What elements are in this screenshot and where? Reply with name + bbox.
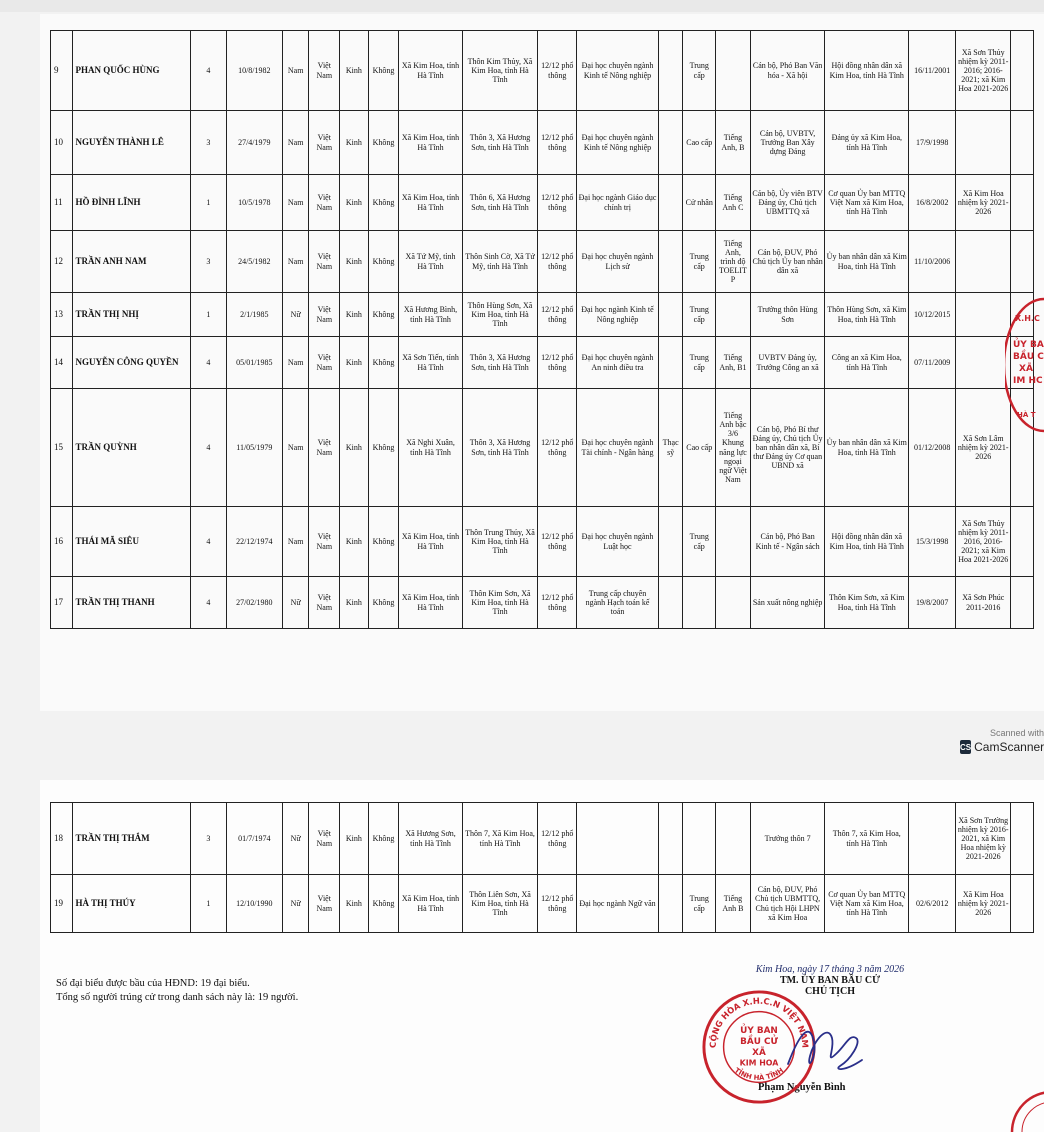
chair-title: CHỦ TỊCH: [804, 986, 856, 997]
svg-text:X.H.C: X.H.C: [1015, 314, 1040, 323]
residence: Thôn 6, Xã Hương Sơn, tỉnh Hà Tĩnh: [462, 175, 538, 231]
table-row: [51, 577, 1034, 629]
date-of-birth: 05/01/1985: [226, 337, 282, 389]
handwritten-signature: [780, 1012, 870, 1082]
unit-number: 1: [190, 293, 226, 337]
religion: Không: [368, 231, 399, 293]
candidate-name: THÁI MÃ SIÊU: [73, 507, 191, 577]
row-number: 15: [51, 389, 73, 507]
ethnicity: Kinh: [340, 507, 369, 577]
candidate-table-page-1: [50, 30, 1034, 629]
political-theory: Trung cấp: [683, 875, 716, 933]
general-education: 12/12 phổ thông: [538, 389, 577, 507]
ethnicity: Kinh: [340, 293, 369, 337]
nationality: Việt Nam: [309, 803, 340, 875]
svg-text:XÃ: XÃ: [752, 1047, 766, 1058]
workplace: Công an xã Kim Hoa, tỉnh Hà Tĩnh: [825, 337, 909, 389]
unit-number: 4: [190, 507, 226, 577]
signing-date: Kim Hoa, ngày 17 tháng 3 năm 2026: [755, 964, 905, 975]
nationality: Việt Nam: [309, 507, 340, 577]
job-position: Trưởng thôn Hùng Sơn: [750, 293, 825, 337]
svg-text:CỘNG HÒA X.H.C.N VIỆT NAM: CỘNG HÒA X.H.C.N VIỆT NAM: [707, 995, 811, 1049]
past-delegate-terms: Xã Sơn Phúc 2011-2016: [956, 577, 1011, 629]
table-row: [51, 803, 1034, 875]
specialty: Đại học chuyên ngành Kinh tế Nông nghiệp: [577, 31, 659, 111]
religion: Không: [368, 31, 399, 111]
table-row: [51, 875, 1034, 933]
workplace: Thôn Kim Sơn, xã Kim Hoa, tỉnh Hà Tĩnh: [825, 577, 909, 629]
unit-number: 1: [190, 175, 226, 231]
hometown: Xã Nghi Xuân, tỉnh Hà Tĩnh: [399, 389, 462, 507]
foreign-language: Tiếng Anh C: [716, 175, 751, 231]
candidate-name: TRẦN QUỲNH: [73, 389, 191, 507]
religion: Không: [368, 577, 399, 629]
job-position: Cán bộ, UVBTV, Trưởng Ban Xây dựng Đảng: [750, 111, 825, 175]
foreign-language: Tiếng Anh bậc 3/6 Khung năng lực ngoại ngữ Việt Nam: [716, 389, 751, 507]
specialty: Đại học chuyên ngành Luật học: [577, 507, 659, 577]
residence: Thôn Kim Sơn, Xã Kim Hoa, tỉnh Hà Tĩnh: [462, 577, 538, 629]
row-number: 10: [51, 111, 73, 175]
foreign-language: Tiếng Anh, B: [716, 111, 751, 175]
past-delegate-terms: [956, 293, 1011, 337]
specialty: [577, 803, 659, 875]
past-delegate-terms: Xã Sơn Thủy nhiệm kỳ 2011-2016, 2016-2021; xã Kim Hoa 2021-2026: [956, 507, 1011, 577]
job-position: Cán bộ, ĐUV, Phó Chủ tịch Ủy ban nhân dân xã: [750, 231, 825, 293]
foreign-language: [716, 507, 751, 577]
party-join-date: 16/11/2001: [909, 31, 956, 111]
academic-degree: [658, 175, 683, 231]
party-join-date: 19/8/2007: [909, 577, 956, 629]
academic-degree: [658, 231, 683, 293]
workplace: Thôn Hùng Sơn, xã Kim Hoa, tỉnh Hà Tĩnh: [825, 293, 909, 337]
svg-text:TỈNH HÀ TĨNH: TỈNH HÀ TĨNH: [732, 1066, 786, 1083]
table-row: [51, 111, 1034, 175]
nationality: Việt Nam: [309, 577, 340, 629]
party-join-date: 16/8/2002: [909, 175, 956, 231]
foreign-language: [716, 803, 751, 875]
political-theory: Trung cấp: [683, 337, 716, 389]
general-education: 12/12 phổ thông: [538, 231, 577, 293]
party-join-date: 10/12/2015: [909, 293, 956, 337]
religion: Không: [368, 293, 399, 337]
political-theory: Cao cấp: [683, 111, 716, 175]
workplace: Cơ quan Ủy ban MTTQ Việt Nam xã Kim Hoa, tỉnh Hà Tĩnh: [825, 175, 909, 231]
religion: Không: [368, 337, 399, 389]
general-education: 12/12 phổ thông: [538, 875, 577, 933]
svg-text:BẦU C: BẦU C: [1013, 352, 1044, 362]
workplace: Ủy ban nhân dân xã Kim Hoa, tỉnh Hà Tĩnh: [825, 389, 909, 507]
nationality: Việt Nam: [309, 111, 340, 175]
academic-degree: [658, 111, 683, 175]
religion: Không: [368, 875, 399, 933]
nationality: Việt Nam: [309, 31, 340, 111]
gender: Nam: [282, 337, 309, 389]
row-number: 13: [51, 293, 73, 337]
unit-number: 4: [190, 337, 226, 389]
general-education: 12/12 phổ thông: [538, 175, 577, 231]
job-position: Trưởng thôn 7: [750, 803, 825, 875]
party-join-date: 11/10/2006: [909, 231, 956, 293]
table-row: [51, 231, 1034, 293]
job-position: Cán bộ, Phó Bí thư Đảng ủy, Chủ tịch Ủy ban nhân dân xã, Bí thư Đảng ủy Cơ quan UBND xã: [750, 389, 825, 507]
ethnicity: Kinh: [340, 337, 369, 389]
date-of-birth: 24/5/1982: [226, 231, 282, 293]
winners-count-note: Tổng số người trúng cử trong danh sách này là: 19 người.: [56, 992, 299, 1003]
religion: Không: [368, 175, 399, 231]
residence: Thôn 3, Xã Hương Sơn, tỉnh Hà Tĩnh: [462, 337, 538, 389]
date-of-birth: 2/1/1985: [226, 293, 282, 337]
hometown: Xã Kim Hoa, tỉnh Hà Tĩnh: [399, 875, 462, 933]
party-join-date: 07/11/2009: [909, 337, 956, 389]
nationality: Việt Nam: [309, 175, 340, 231]
table-row: [51, 389, 1034, 507]
past-delegate-terms: [956, 337, 1011, 389]
svg-text:ỦY BAN: ỦY BAN: [740, 1026, 778, 1037]
general-education: 12/12 phổ thông: [538, 803, 577, 875]
workplace: Ủy ban nhân dân xã Kim Hoa, tỉnh Hà Tĩnh: [825, 231, 909, 293]
row-number: 11: [51, 175, 73, 231]
job-position: Cán bộ, Phó Ban Kinh tế - Ngân sách: [750, 507, 825, 577]
partial-stamp-corner: [1006, 1080, 1044, 1132]
foreign-language: Tiếng Anh B: [716, 875, 751, 933]
unit-number: 4: [190, 389, 226, 507]
residence: Thôn Trung Thủy, Xã Kim Hoa, tỉnh Hà Tĩnh: [462, 507, 538, 577]
blank-cell: [1011, 577, 1034, 629]
hometown: Xã Kim Hoa, tỉnh Hà Tĩnh: [399, 507, 462, 577]
date-of-birth: 01/7/1974: [226, 803, 282, 875]
nationality: Việt Nam: [309, 389, 340, 507]
gender: Nam: [282, 111, 309, 175]
specialty: Đại học ngành Ngữ văn: [577, 875, 659, 933]
blank-cell: [1011, 31, 1034, 111]
row-number: 17: [51, 577, 73, 629]
job-position: UVBTV Đảng ủy, Trưởng Công an xã: [750, 337, 825, 389]
gender: Nữ: [282, 803, 309, 875]
hometown: Xã Kim Hoa, tỉnh Hà Tĩnh: [399, 111, 462, 175]
candidate-name: PHAN QUỐC HÙNG: [73, 31, 191, 111]
past-delegate-terms: Xã Kim Hoa nhiệm kỳ 2021-2026: [956, 175, 1011, 231]
gender: Nữ: [282, 577, 309, 629]
specialty: Đại học ngành Kinh tế Nông nghiệp: [577, 293, 659, 337]
past-delegate-terms: [956, 231, 1011, 293]
academic-degree: [658, 577, 683, 629]
nationality: Việt Nam: [309, 875, 340, 933]
table-row: [51, 175, 1034, 231]
workplace: Cơ quan Ủy ban MTTQ Việt Nam xã Kim Hoa, tỉnh Hà Tĩnh: [825, 875, 909, 933]
candidate-name: TRẦN THỊ NHỊ: [73, 293, 191, 337]
job-position: Cán bộ, Ủy viên BTV Đảng ủy, Chủ tịch UBMTTQ xã: [750, 175, 825, 231]
past-delegate-terms: Xã Sơn Lâm nhiệm kỳ 2021-2026: [956, 389, 1011, 507]
ethnicity: Kinh: [340, 31, 369, 111]
row-number: 12: [51, 231, 73, 293]
gender: Nam: [282, 31, 309, 111]
past-delegate-terms: Xã Sơn Trường nhiệm kỳ 2016-2021, xã Kim Hoa nhiệm kỳ 2021-2026: [956, 803, 1011, 875]
party-join-date: 15/3/1998: [909, 507, 956, 577]
foreign-language: [716, 31, 751, 111]
general-education: 12/12 phổ thông: [538, 577, 577, 629]
general-education: 12/12 phổ thông: [538, 293, 577, 337]
gender: Nữ: [282, 875, 309, 933]
political-theory: Trung cấp: [683, 31, 716, 111]
job-position: Cán bộ, Phó Ban Văn hóa - Xã hội: [750, 31, 825, 111]
political-theory: Trung cấp: [683, 293, 716, 337]
workplace: Đảng ủy xã Kim Hoa, tỉnh Hà Tĩnh: [825, 111, 909, 175]
specialty: Đại học chuyên ngành Kinh tế Nông nghiệp: [577, 111, 659, 175]
blank-cell: [1011, 875, 1034, 933]
residence: Thôn Liên Sơn, Xã Kim Hoa, tỉnh Hà Tĩnh: [462, 875, 538, 933]
past-delegate-terms: Xã Kim Hoa nhiệm kỳ 2021-2026: [956, 875, 1011, 933]
residence: Thôn Sinh Cờ, Xã Tứ Mỹ, tỉnh Hà Tĩnh: [462, 231, 538, 293]
religion: Không: [368, 111, 399, 175]
hometown: Xã Hương Sơn, tỉnh Hà Tĩnh: [399, 803, 462, 875]
general-education: 12/12 phổ thông: [538, 31, 577, 111]
candidate-name: HÀ THỊ THÚY: [73, 875, 191, 933]
blank-cell: [1011, 111, 1034, 175]
ethnicity: Kinh: [340, 803, 369, 875]
hometown: Xã Tứ Mỹ, tỉnh Hà Tĩnh: [399, 231, 462, 293]
academic-degree: [658, 803, 683, 875]
date-of-birth: 10/5/1978: [226, 175, 282, 231]
workplace: Hội đồng nhân dân xã Kim Hoa, tỉnh Hà Tĩnh: [825, 507, 909, 577]
unit-number: 4: [190, 577, 226, 629]
svg-text:BẦU CỬ: BẦU CỬ: [740, 1037, 778, 1048]
religion: Không: [368, 507, 399, 577]
political-theory: Cử nhân: [683, 175, 716, 231]
row-number: 18: [51, 803, 73, 875]
camscanner-logo-icon: CS: [960, 740, 971, 754]
unit-number: 1: [190, 875, 226, 933]
unit-number: 4: [190, 31, 226, 111]
hometown: Xã Hương Bình, tỉnh Hà Tĩnh: [399, 293, 462, 337]
ethnicity: Kinh: [340, 389, 369, 507]
row-number: 14: [51, 337, 73, 389]
general-education: 12/12 phổ thông: [538, 507, 577, 577]
political-theory: Cao cấp: [683, 389, 716, 507]
ethnicity: Kinh: [340, 111, 369, 175]
political-theory: Trung cấp: [683, 507, 716, 577]
gender: Nam: [282, 389, 309, 507]
academic-degree: [658, 875, 683, 933]
specialty: Đại học chuyên ngành Lịch sử: [577, 231, 659, 293]
svg-text:ỦY BA: ỦY BA: [1013, 340, 1044, 350]
workplace: Thôn 7, xã Kim Hoa, tỉnh Hà Tĩnh: [825, 803, 909, 875]
ethnicity: Kinh: [340, 577, 369, 629]
workplace: Hội đồng nhân dân xã Kim Hoa, tỉnh Hà Tĩnh: [825, 31, 909, 111]
candidate-name: HỒ ĐÌNH LĨNH: [73, 175, 191, 231]
foreign-language: Tiếng Anh, trình độ TOELIT P: [716, 231, 751, 293]
date-of-birth: 27/02/1980: [226, 577, 282, 629]
row-number: 9: [51, 31, 73, 111]
residence: Thôn 3, Xã Hương Sơn, tỉnh Hà Tĩnh: [462, 389, 538, 507]
academic-degree: [658, 337, 683, 389]
candidate-name: NGUYỄN CÔNG QUYỀN: [73, 337, 191, 389]
gender: Nam: [282, 507, 309, 577]
job-position: Sản xuất nông nghiệp: [750, 577, 825, 629]
unit-number: 3: [190, 111, 226, 175]
residence: Thôn Kim Thủy, Xã Kim Hoa, tỉnh Hà Tĩnh: [462, 31, 538, 111]
specialty: Đại học chuyên ngành An ninh điều tra: [577, 337, 659, 389]
row-number: 19: [51, 875, 73, 933]
party-join-date: 17/9/1998: [909, 111, 956, 175]
table-row: [51, 31, 1034, 111]
partial-stamp-edge: [1005, 295, 1044, 435]
party-join-date: 02/6/2012: [909, 875, 956, 933]
party-join-date: 01/12/2008: [909, 389, 956, 507]
candidate-name: TRẦN ANH NAM: [73, 231, 191, 293]
hometown: Xã Kim Hoa, tỉnh Hà Tĩnh: [399, 577, 462, 629]
gender: Nam: [282, 231, 309, 293]
scan-top-strip: [0, 0, 1044, 12]
scanned-with-label: Scanned with: [989, 728, 1044, 738]
past-delegate-terms: Xã Sơn Thủy nhiệm kỳ 2011-2016; 2016-2021; xã Kim Hoa 2021-2026: [956, 31, 1011, 111]
unit-number: 3: [190, 231, 226, 293]
specialty: Đại học ngành Giáo dục chính trị: [577, 175, 659, 231]
date-of-birth: 22/12/1974: [226, 507, 282, 577]
candidate-name: NGUYỄN THÀNH LÊ: [73, 111, 191, 175]
nationality: Việt Nam: [309, 293, 340, 337]
past-delegate-terms: [956, 111, 1011, 175]
svg-text:KIM HOA: KIM HOA: [739, 1058, 779, 1068]
gender: Nữ: [282, 293, 309, 337]
job-position: Cán bộ, ĐUV, Phó Chủ tịch UBMTTQ, Chủ tịch Hội LHPN xã Kim Hoa: [750, 875, 825, 933]
hometown: Xã Sơn Tiến, tỉnh Hà Tĩnh: [399, 337, 462, 389]
date-of-birth: 10/8/1982: [226, 31, 282, 111]
table-row: [51, 337, 1034, 389]
row-number: 16: [51, 507, 73, 577]
religion: Không: [368, 389, 399, 507]
nationality: Việt Nam: [309, 337, 340, 389]
signer-name: Phạm Nguyễn Bình: [758, 1082, 846, 1093]
academic-degree: [658, 293, 683, 337]
ethnicity: Kinh: [340, 875, 369, 933]
candidate-name: TRẦN THỊ THẮM: [73, 803, 191, 875]
camscanner-watermark: [960, 728, 1044, 754]
blank-cell: [1011, 507, 1034, 577]
party-join-date: [909, 803, 956, 875]
blank-cell: [1011, 231, 1034, 293]
residence: Thôn Hùng Sơn, Xã Kim Hoa, tỉnh Hà Tĩnh: [462, 293, 538, 337]
blank-cell: [1011, 803, 1034, 875]
table-row: [51, 293, 1034, 337]
political-theory: [683, 577, 716, 629]
hometown: Xã Kim Hoa, tỉnh Hà Tĩnh: [399, 31, 462, 111]
candidate-name: TRẦN THỊ THANH: [73, 577, 191, 629]
political-theory: Trung cấp: [683, 231, 716, 293]
general-education: 12/12 phổ thông: [538, 337, 577, 389]
residence: Thôn 3, Xã Hương Sơn, tỉnh Hà Tĩnh: [462, 111, 538, 175]
foreign-language: [716, 577, 751, 629]
ethnicity: Kinh: [340, 231, 369, 293]
camscanner-name: CamScanner: [974, 740, 1044, 754]
candidate-table-page-2: [50, 802, 1034, 933]
date-of-birth: 11/05/1979: [226, 389, 282, 507]
academic-degree: Thạc sỹ: [658, 389, 683, 507]
elected-count-note: Số đại biểu được bầu của HĐND: 19 đại biểu.: [56, 978, 250, 989]
nationality: Việt Nam: [309, 231, 340, 293]
political-theory: [683, 803, 716, 875]
foreign-language: [716, 293, 751, 337]
committee-title: TM. ỦY BAN BẦU CỬ: [779, 975, 881, 986]
blank-cell: [1011, 175, 1034, 231]
academic-degree: [658, 507, 683, 577]
hometown: Xã Kim Hoa, tỉnh Hà Tĩnh: [399, 175, 462, 231]
svg-text:HÀ T: HÀ T: [1017, 411, 1036, 419]
gender: Nam: [282, 175, 309, 231]
academic-degree: [658, 31, 683, 111]
ethnicity: Kinh: [340, 175, 369, 231]
general-education: 12/12 phổ thông: [538, 111, 577, 175]
residence: Thôn 7, Xã Kim Hoa, tỉnh Hà Tĩnh: [462, 803, 538, 875]
unit-number: 3: [190, 803, 226, 875]
religion: Không: [368, 803, 399, 875]
svg-text:XÃ: XÃ: [1019, 364, 1033, 374]
specialty: Trung cấp chuyên ngành Hạch toán kế toán: [577, 577, 659, 629]
table-row: [51, 507, 1034, 577]
date-of-birth: 12/10/1990: [226, 875, 282, 933]
date-of-birth: 27/4/1979: [226, 111, 282, 175]
specialty: Đại học chuyên ngành Tài chính - Ngân hàng: [577, 389, 659, 507]
svg-text:IM HC: IM HC: [1013, 376, 1043, 386]
foreign-language: Tiếng Anh, B1: [716, 337, 751, 389]
